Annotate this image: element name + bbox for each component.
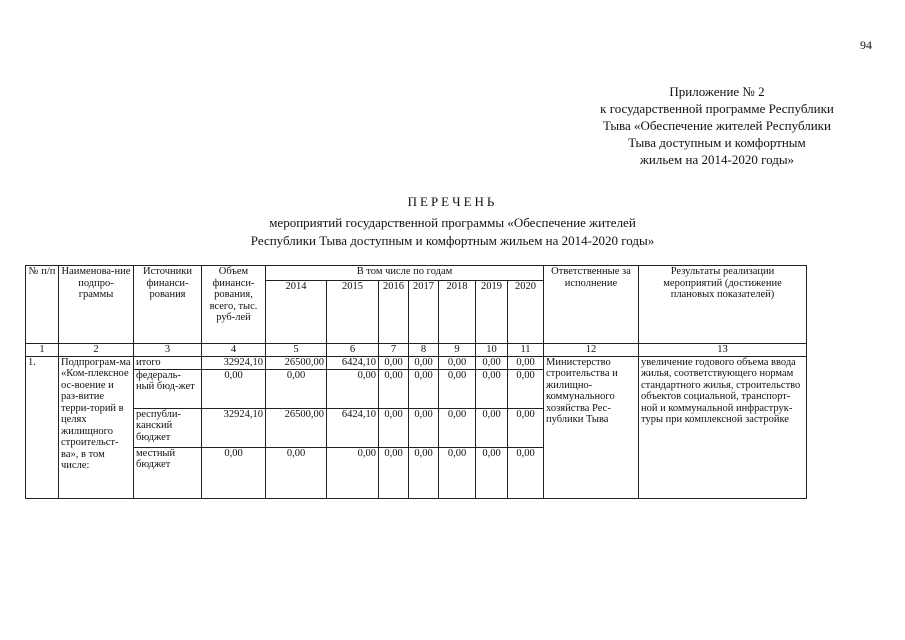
header-year: 2018 [439,281,476,344]
year-value: 0,00 [409,447,439,498]
year-value: 0,00 [508,408,544,447]
subtitle-line: мероприятий государственной программы «Обеспечение жителей [269,215,636,230]
funding-source: итого [134,356,202,369]
header-year: 2017 [409,281,439,344]
appendix-line: Тыва доступным и комфортным [628,135,806,150]
header-year: 2015 [327,281,379,344]
appendix-line: Тыва «Обеспечение жителей Республики [603,118,831,133]
year-value: 0,00 [327,447,379,498]
year-value: 6424,10 [327,408,379,447]
year-value: 6424,10 [327,356,379,369]
appendix-line: Приложение № 2 [669,84,765,99]
item-number: 1. [26,356,59,498]
header-year: 2020 [508,281,544,344]
column-number: 13 [639,344,807,357]
year-value: 26500,00 [266,408,327,447]
column-number: 4 [202,344,266,357]
expected-result: увеличение годового объема ввода жилья, соответствующего нормам стандартного жилья, строительство объектов социальной, транспорт-ной и коммунальной инфраструк-туры при комплексной застройке [639,356,807,498]
measures-table [25,265,807,499]
header-responsible: Ответственные за исполнение [544,266,639,344]
column-number: 8 [409,344,439,357]
responsible-executor: Министерство строительства и жилищно-коммунального хозяйства Рес-публики Тыва [544,356,639,498]
column-number: 1 [26,344,59,357]
year-value: 0,00 [379,369,409,408]
column-number: 9 [439,344,476,357]
column-number: 11 [508,344,544,357]
year-value: 26500,00 [266,356,327,369]
year-value: 0,00 [508,369,544,408]
funding-total: 32924,10 [202,356,266,369]
header-num: № п/п [26,266,59,344]
appendix-header [567,83,867,168]
column-number: 2 [59,344,134,357]
year-value: 0,00 [266,447,327,498]
column-number-row [26,344,807,357]
year-value: 0,00 [508,356,544,369]
header-by-years: В том числе по годам [266,266,544,281]
year-value: 0,00 [439,356,476,369]
year-value: 0,00 [266,369,327,408]
column-number: 3 [134,344,202,357]
column-number: 6 [327,344,379,357]
header-results: Результаты реализации мероприятий (достижение плановых показателей) [639,266,807,344]
header-year: 2019 [476,281,508,344]
column-number: 10 [476,344,508,357]
column-number: 7 [379,344,409,357]
year-value: 0,00 [409,408,439,447]
appendix-line: к государственной программе Республики [600,101,834,116]
table-row [26,356,807,369]
appendix-line: жильем на 2014-2020 годы» [639,152,795,167]
funding-total: 0,00 [202,447,266,498]
year-value: 0,00 [379,447,409,498]
funding-total: 0,00 [202,369,266,408]
page-number: 94 [860,38,872,52]
year-value: 0,00 [476,447,508,498]
year-value: 0,00 [476,408,508,447]
subtitle-line: Республики Тыва доступным и комфортным жильем на 2014-2020 годы» [250,233,655,248]
funding-source: федераль-ный бюд-жет [134,369,202,408]
header-source: Источники финанси-рования [134,266,202,344]
year-value: 0,00 [476,369,508,408]
year-value: 0,00 [476,356,508,369]
column-number: 12 [544,344,639,357]
year-value: 0,00 [439,408,476,447]
year-value: 0,00 [327,369,379,408]
year-value: 0,00 [379,408,409,447]
header-volume: Объем финанси-рования, всего, тыс. руб-лей [202,266,266,344]
column-number: 5 [266,344,327,357]
document-subtitle [0,214,905,250]
document-title: ПЕРЕЧЕНЬ [407,194,498,209]
year-value: 0,00 [439,369,476,408]
header-year: 2016 [379,281,409,344]
year-value: 0,00 [508,447,544,498]
funding-source: местный бюджет [134,447,202,498]
year-value: 0,00 [409,356,439,369]
year-value: 0,00 [409,369,439,408]
subprogram-name: Подпрограм-ма «Ком-плексное ос-воение и раз-витие терри-торий в целях жилищного строительст-ва», в том числе: [59,356,134,498]
year-value: 0,00 [379,356,409,369]
year-value: 0,00 [439,447,476,498]
header-subprogram: Наименова-ние подпро-граммы [59,266,134,344]
funding-total: 32924,10 [202,408,266,447]
funding-source: республи-канский бюджет [134,408,202,447]
header-year: 2014 [266,281,327,344]
